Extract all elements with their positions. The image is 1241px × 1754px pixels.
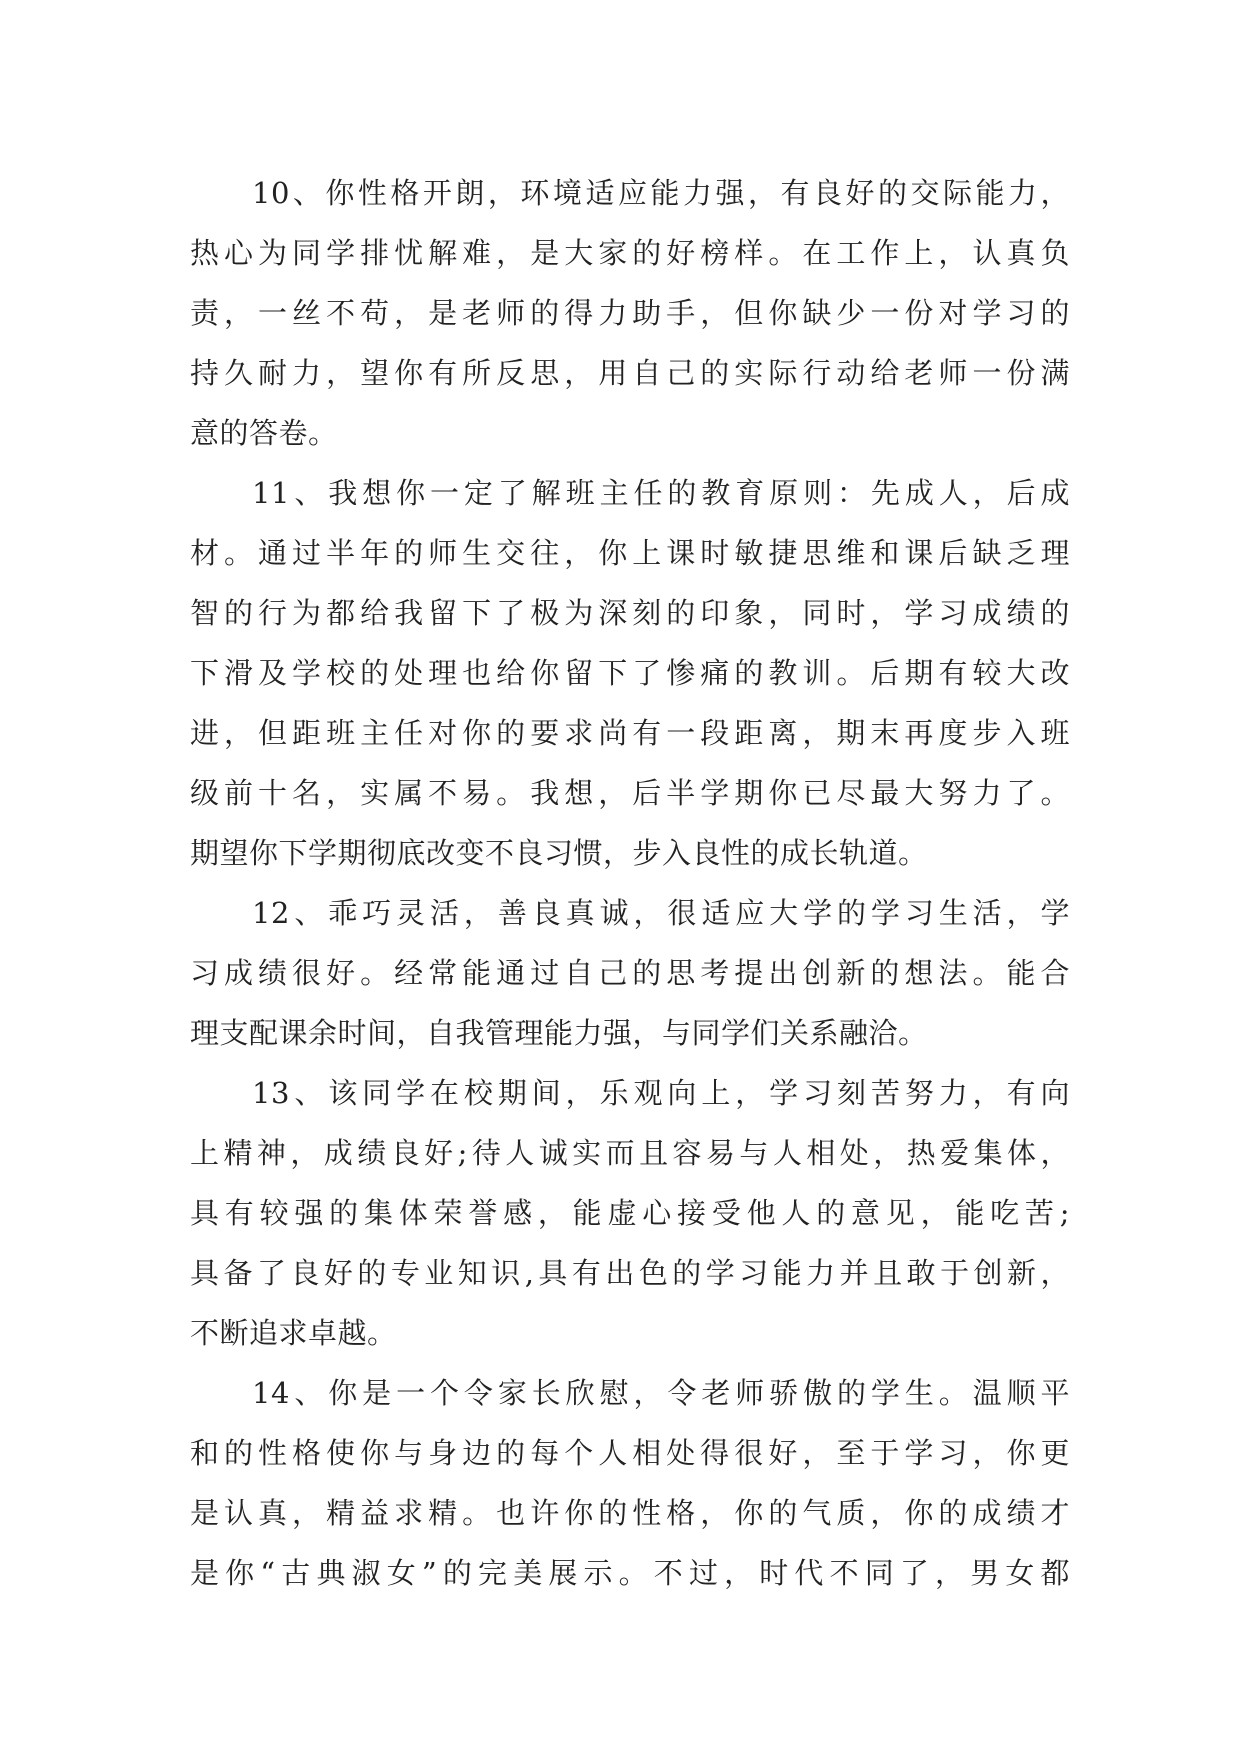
paragraph-line: 智的行为都给我留下了极为深刻的印象，同时，学习成绩的	[190, 596, 1070, 630]
paragraph-line: 13、该同学在校期间，乐观向上，学习刻苦努力，有向	[252, 1076, 1070, 1110]
paragraph-line: 材。通过半年的师生交往，你上课时敏捷思维和课后缺乏理	[190, 536, 1070, 570]
paragraph-11	[190, 463, 1070, 883]
paragraph-line: 下滑及学校的处理也给你留下了惨痛的教训。后期有较大改	[190, 656, 1070, 690]
paragraph-line: 级前十名，实属不易。我想，后半学期你已尽最大努力了。	[190, 776, 1070, 810]
paragraph-line: 习成绩很好。经常能通过自己的思考提出创新的想法。能合	[190, 956, 1070, 990]
paragraph-line: 热心为同学排忧解难，是大家的好榜样。在工作上，认真负	[190, 236, 1070, 270]
paragraph-line: 理支配课余时间，自我管理能力强，与同学们关系融洽。	[190, 1016, 928, 1050]
paragraph-line: 14、你是一个令家长欣慰，令老师骄傲的学生。温顺平	[252, 1376, 1070, 1410]
paragraph-line: 12、乖巧灵活，善良真诚，很适应大学的学习生活，学	[252, 896, 1070, 930]
paragraph-line: 责，一丝不苟，是老师的得力助手，但你缺少一份对学习的	[190, 296, 1070, 330]
paragraph-line: 持久耐力，望你有所反思，用自己的实际行动给老师一份满	[190, 356, 1070, 390]
paragraph-line: 意的答卷。	[190, 416, 338, 450]
paragraph-line: 10、你性格开朗，环境适应能力强，有良好的交际能力，	[252, 176, 1070, 210]
paragraph-12	[190, 883, 1070, 1063]
paragraph-line: 是你“古典淑女”的完美展示。不过，时代不同了，男女都	[190, 1556, 1070, 1590]
paragraph-line: 上精神，成绩良好;待人诚实而且容易与人相处，热爱集体，	[190, 1136, 1070, 1170]
paragraph-line: 期望你下学期彻底改变不良习惯，步入良性的成长轨道。	[190, 836, 928, 870]
paragraph-line: 和的性格使你与身边的每个人相处得很好，至于学习，你更	[190, 1436, 1070, 1470]
document-body	[190, 163, 1070, 1603]
paragraph-line: 具有较强的集体荣誉感，能虚心接受他人的意见，能吃苦;	[190, 1196, 1070, 1230]
paragraph-line: 11、我想你一定了解班主任的教育原则：先成人，后成	[252, 476, 1070, 510]
paragraph-13	[190, 1063, 1070, 1363]
paragraph-14	[190, 1363, 1070, 1603]
paragraph-line: 具备了良好的专业知识,具有出色的学习能力并且敢于创新，	[190, 1256, 1070, 1290]
paragraph-line: 不断追求卓越。	[190, 1316, 397, 1350]
paragraph-line: 是认真，精益求精。也许你的性格，你的气质，你的成绩才	[190, 1496, 1070, 1530]
paragraph-10	[190, 163, 1070, 463]
paragraph-line: 进，但距班主任对你的要求尚有一段距离，期末再度步入班	[190, 716, 1070, 750]
